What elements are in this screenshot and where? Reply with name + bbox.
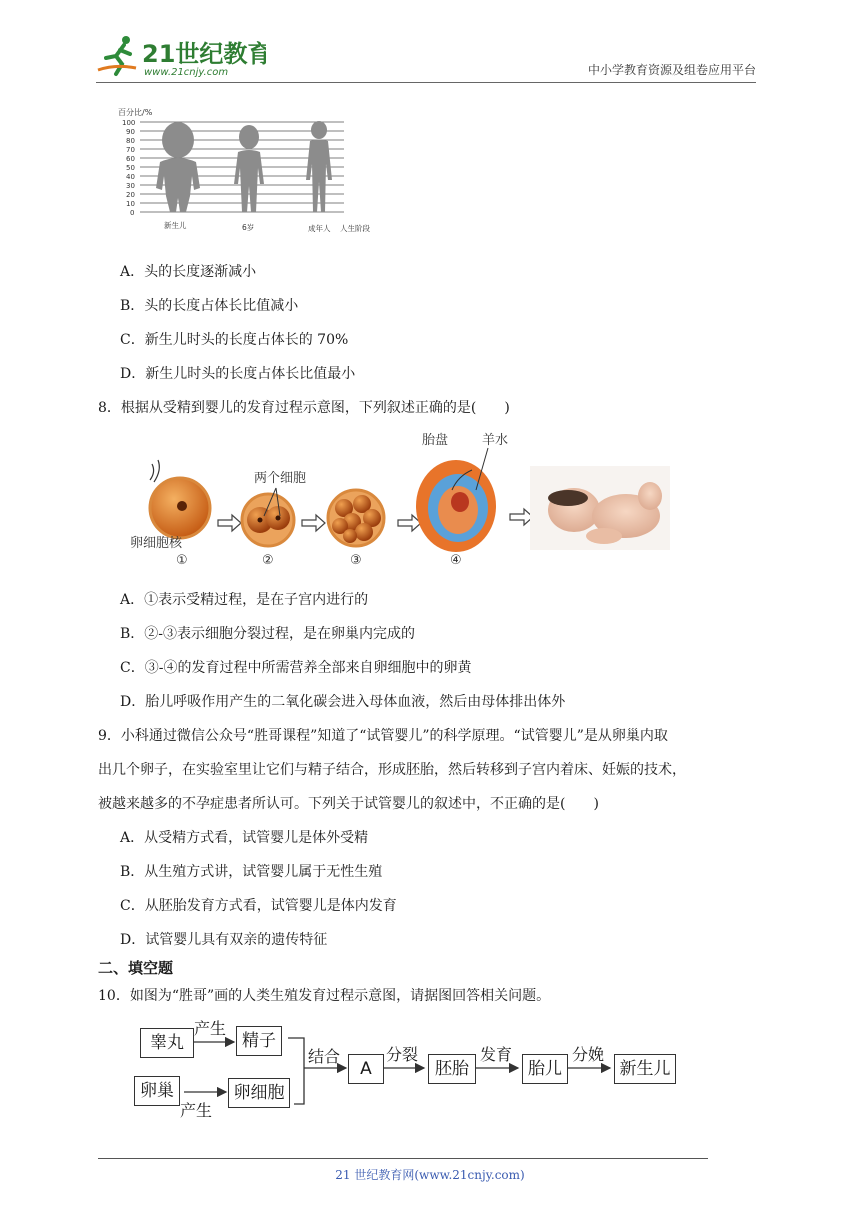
logo-text: 21世纪教育 bbox=[142, 40, 266, 68]
q7-option-c[interactable]: C．新生儿时头的长度占体长的 70% bbox=[120, 332, 349, 348]
ytick-label: 30 bbox=[126, 182, 135, 190]
xaxis-label: 人生阶段 bbox=[340, 224, 370, 233]
logo-url: www.21cnjy.com bbox=[144, 67, 229, 78]
box-ovary: 卵巢 bbox=[134, 1076, 180, 1106]
label-produce-1: 产生 bbox=[194, 1019, 227, 1038]
label-two-cells: 两个细胞 bbox=[254, 471, 307, 486]
chart-ylabel: 百分比/% bbox=[118, 108, 153, 117]
ytick-label: 90 bbox=[126, 128, 135, 136]
q8-option-a[interactable]: A．①表示受精过程，是在子宫内进行的 bbox=[120, 592, 369, 608]
section-title-fill-in: 二、填空题 bbox=[98, 959, 174, 977]
q7-option-d[interactable]: D．新生儿时头的长度占体长比值最小 bbox=[120, 366, 356, 382]
ytick-label: 60 bbox=[126, 155, 135, 163]
footer-site-link[interactable]: 21 世纪教育网(www.21cnjy.com) bbox=[335, 1168, 525, 1182]
arrow-1-icon bbox=[218, 515, 241, 531]
ytick-label: 50 bbox=[126, 164, 135, 172]
q7-option-b[interactable]: B．头的长度占体长比值减小 bbox=[120, 298, 299, 314]
label-stage-3: ③ bbox=[350, 553, 362, 568]
box-newborn: 新生儿 bbox=[614, 1054, 676, 1084]
label-combine: 结合 bbox=[308, 1047, 341, 1066]
box-testis: 睾丸 bbox=[140, 1028, 194, 1058]
embryo-stage-4 bbox=[416, 448, 496, 552]
xlabel-newborn: 新生儿 bbox=[164, 221, 187, 230]
ytick-label: 20 bbox=[126, 191, 135, 199]
q9-option-d[interactable]: D．试管婴儿具有双亲的遗传特征 bbox=[120, 932, 328, 948]
label-produce-2: 产生 bbox=[180, 1101, 213, 1120]
baby-photo bbox=[530, 466, 670, 550]
q9-option-a[interactable]: A．从受精方式看，试管婴儿是体外受精 bbox=[120, 830, 369, 846]
q9-stem-line-2: 出几个卵子，在实验室里让它们与精子结合，形成胚胎，然后转移到子宫内着床、妊娠的技术， bbox=[98, 762, 686, 778]
ytick-label: 40 bbox=[126, 173, 135, 181]
morula-stage-3 bbox=[328, 490, 384, 546]
label-stage-2: ② bbox=[262, 553, 274, 568]
footer-divider bbox=[98, 1158, 708, 1159]
ytick-label: 70 bbox=[126, 146, 135, 154]
header-platform-text: 中小学教育资源及组卷应用平台 bbox=[587, 63, 756, 77]
box-egg: 卵细胞 bbox=[228, 1078, 290, 1108]
q8-stem: 8．根据从受精到婴儿的发育过程示意图，下列叙述正确的是( ) bbox=[98, 400, 510, 416]
label-develop: 发育 bbox=[480, 1045, 513, 1064]
label-stage-4: ④ bbox=[450, 553, 462, 568]
arrow-2-icon bbox=[302, 515, 325, 531]
fertilization-diagram bbox=[126, 424, 674, 570]
xlabel-adult: 成年人 bbox=[308, 224, 331, 233]
xlabel-6yr: 6岁 bbox=[242, 223, 255, 232]
arrow-4-icon bbox=[510, 509, 533, 525]
ytick-label: 10 bbox=[126, 200, 135, 208]
egg-cell-stage-1 bbox=[150, 460, 210, 538]
ytick-label: 80 bbox=[126, 137, 135, 145]
box-fetus: 胎儿 bbox=[522, 1054, 568, 1084]
box-embryo: 胚胎 bbox=[428, 1054, 476, 1084]
label-stage-1: ① bbox=[176, 553, 188, 568]
label-amniotic-fluid: 羊水 bbox=[482, 433, 509, 448]
q9-stem-line-1: 9．小科通过微信公众号“胜哥课程”知道了“试管婴儿”的科学原理。“试管婴儿”是从卵巢内取 bbox=[98, 728, 668, 744]
runner-logo-icon bbox=[98, 36, 136, 74]
ytick-label: 0 bbox=[130, 209, 135, 217]
reproduction-flow-diagram bbox=[134, 1014, 684, 1124]
two-cell-stage-2 bbox=[242, 488, 294, 546]
q9-option-b[interactable]: B．从生殖方式讲，试管婴儿属于无性生殖 bbox=[120, 864, 383, 880]
adult-silhouette bbox=[306, 121, 332, 212]
q10-stem: 10．如图为“胜哥”画的人类生殖发育过程示意图，请据图回答相关问题。 bbox=[98, 988, 551, 1004]
q7-option-a[interactable]: A．头的长度逐渐减小 bbox=[120, 264, 257, 280]
header-divider bbox=[96, 82, 756, 83]
q9-option-c[interactable]: C．从胚胎发育方式看，试管婴儿是体内发育 bbox=[120, 898, 397, 914]
head-proportion-chart bbox=[114, 104, 384, 244]
site-logo bbox=[96, 34, 266, 80]
label-deliver: 分娩 bbox=[572, 1045, 605, 1064]
label-egg-nucleus: 卵细胞核 bbox=[130, 536, 183, 551]
box-a[interactable]: A bbox=[348, 1054, 384, 1084]
bracket-combine bbox=[288, 1038, 304, 1104]
ytick-label: 100 bbox=[122, 119, 136, 127]
label-placenta: 胎盘 bbox=[422, 433, 449, 448]
newborn-silhouette bbox=[156, 122, 200, 212]
box-sperm: 精子 bbox=[236, 1026, 282, 1056]
label-divide: 分裂 bbox=[386, 1045, 419, 1064]
chart-yticks bbox=[122, 119, 135, 217]
q8-option-b[interactable]: B．②-③表示细胞分裂过程，是在卵巢内完成的 bbox=[120, 626, 416, 642]
q8-option-c[interactable]: C．③-④的发育过程中所需营养全部来自卵细胞中的卵黄 bbox=[120, 660, 472, 676]
child-silhouette bbox=[234, 125, 264, 212]
q8-option-d[interactable]: D．胎儿呼吸作用产生的二氧化碳会进入母体血液，然后由母体排出体外 bbox=[120, 694, 566, 710]
q9-stem-line-3: 被越来越多的不孕症患者所认可。下列关于试管婴儿的叙述中，不正确的是( ) bbox=[98, 796, 599, 812]
